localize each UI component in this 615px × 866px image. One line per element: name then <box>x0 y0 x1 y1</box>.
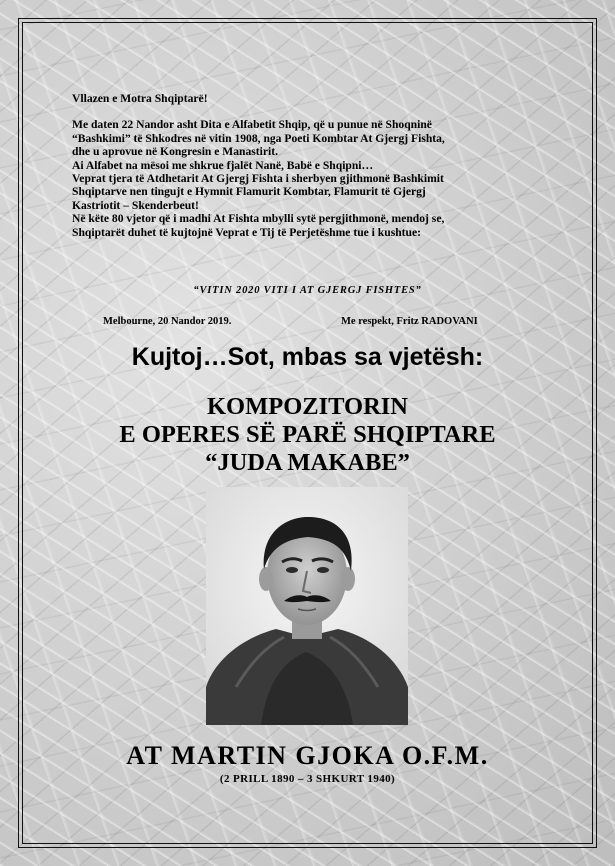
slogan: “VITIN 2020 VITI I AT GJERGJ FISHTES” <box>193 285 422 296</box>
place-date: Melbourne, 20 Nandor 2019. <box>103 316 232 327</box>
letter-line: Shqiptarve nen tingujt e Hymnit Flamurit Kombtar, Flamurit të Gjergj <box>72 185 426 199</box>
letter-line: Ai Alfabet na mësoi me shkrue fjalët Nanë, Babë e Shqipni… <box>72 158 374 172</box>
title-line-3: “JUDA MAKABE” <box>205 449 410 476</box>
title-line-2: E OPERES SË PARË SHQIPTARE <box>119 421 496 448</box>
title-block <box>0 393 615 477</box>
signature: Me respekt, Fritz RADOVANI <box>341 316 478 327</box>
person-name: AT MARTIN GJOKA O.F.M. <box>126 741 489 770</box>
letter-body <box>72 92 552 239</box>
greeting: Vllazen e Motra Shqiptarë! <box>72 92 208 105</box>
portrait-photo <box>206 487 408 725</box>
letter-line: Në këte 80 vjetor që i madhi At Fishta mbylli sytë pergjithmonë, mendoj se, <box>72 212 445 226</box>
page-heading: Kujtoj…Sot, mbas sa vjetësh: <box>131 343 484 371</box>
portrait-illustration <box>206 487 408 725</box>
title-line-1: KOMPOZITORIN <box>206 393 408 420</box>
letter-line: dhe u aprovue në Kongresin e Manastirit. <box>72 145 279 159</box>
letter-line: “Bashkimi” të Shkodres në vitin 1908, nga Poeti Kombtar At Gjergj Fishta, <box>72 131 445 145</box>
letter-line: Kastriotit – Skenderbeut! <box>72 198 199 212</box>
person-dates: (2 PRILL 1890 – 3 SHKURT 1940) <box>219 773 396 785</box>
letter-line: Me daten 22 Nandor asht Dita e Alfabetit Shqip, që u punue në Shoqninë <box>72 118 432 132</box>
letter-line: Veprat tjera të Atdhetarit At Gjergj Fishta i sherbyen gjithmonë Bashkimit <box>72 172 444 186</box>
letter-line: Shqiptarët duhet të kujtojnë Veprat e Tij të Perjetëshme tue i kushtue: <box>72 225 421 239</box>
